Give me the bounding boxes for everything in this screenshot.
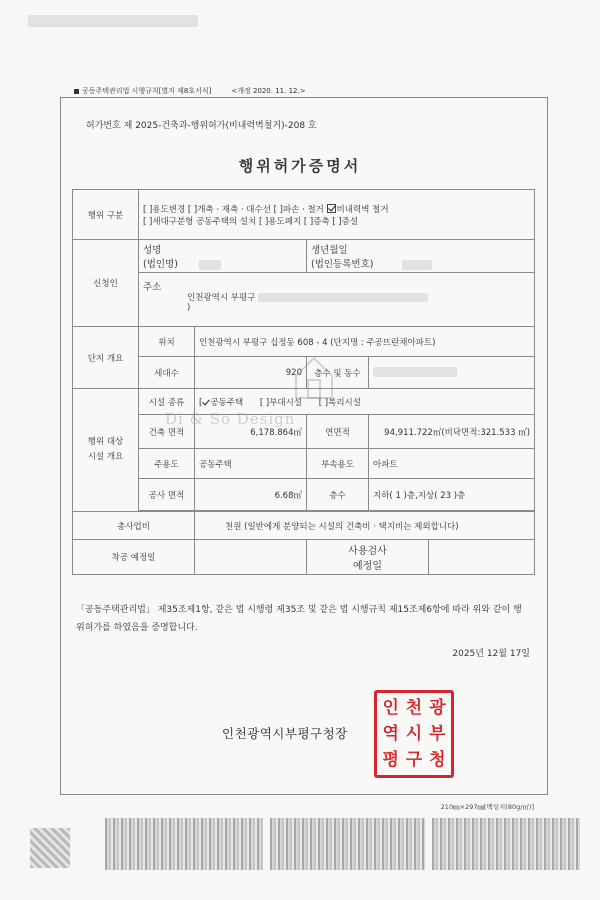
total-floor-area-value: 94,911.722㎡(비닥면적:321.533 ㎡) [369,415,535,449]
floor-unit-label: 층수 및 동수 [307,357,369,389]
issue-date: 2025년 12월 17일 [452,649,530,659]
facility-type-options: [ 공동주택 [ ]부대시설 [ ]복리시설 [195,389,535,415]
checked-box-icon [202,399,209,406]
row-cost [73,512,535,540]
watermark-text: Di & So Design [165,410,296,428]
row-use [73,449,535,479]
document-title: 행위허가증명서 [238,157,362,175]
certification-statement: 「공동주택관리법」 제35조제1항, 같은 법 시행령 제35조 및 같은 법 시행규칙 제15조제6항에 따라 위와 같이 행위허가를 하였음을 증명합니다. [76,605,522,633]
main-use-value: 공동주택 [195,449,307,479]
inspect-date-label: 사용검사 예정일 [307,540,429,575]
floors-label: 층수 [307,479,369,511]
paper-size-note: 210㎜×297㎜[백상지(80g/㎡)] [440,803,534,811]
cost-label: 총사업비 [73,512,195,540]
row-applicant-address [73,273,535,327]
building-area-label: 건축 면적 [139,415,195,449]
inspect-date-value [429,540,535,575]
cost-value: 천원 (일반에게 분양되는 시설의 건축비 · 택지비는 제외합니다) [195,512,535,540]
checked-box-icon [327,204,336,213]
redacted-qr-code [30,828,70,868]
redacted-barcode-1 [105,818,263,870]
floor-unit-value [369,357,535,389]
redacted-name [199,260,221,270]
act-type-label: 행위 구분 [73,190,139,240]
form-reference: 공동주택관리법 시행규칙[별지 제8호서식] <개정 2020. 11. 12.> [74,86,306,96]
households-value: 920 [195,357,307,389]
redacted-header [28,15,198,27]
applicant-name-cell: 성명 (법인명) [139,240,307,273]
start-date-label: 착공 예정일 [73,540,195,575]
row-building-area [73,415,535,449]
row-work-area [73,479,535,511]
redacted-barcode-3 [432,818,580,870]
work-area-value: 6.68㎡ [195,479,307,511]
facility-label: 행위 대상 시설 개요 [73,389,139,512]
redacted-address [258,293,428,302]
revision-note: <개정 2020. 11. 12.> [231,87,306,95]
act-type-options: [ ]용도변경 [ ]개축 · 재축 · 대수선 [ ]파손 · 철거 비내력벽 철거 [ ]세대구분형 공동주택의 설치 [ ]용도폐지 [ ]증축 [ ]증설 [139,190,535,240]
facility-type-label: 시설 종류 [139,389,195,415]
building-area-value: 6,178.864㎡ [195,415,307,449]
location-value: 인천광역시 부평구 십정동 608 - 4 (단지명 : 주공뜨란채아파트) [195,327,535,357]
watermark-house-icon [292,352,336,402]
redacted-floor-unit [373,367,457,377]
main-use-label: 주용도 [139,449,195,479]
row-act-type [73,190,535,240]
location-label: 위치 [139,327,195,357]
applicant-label: 신청인 [73,240,139,327]
start-date-value [195,540,307,575]
sub-use-value: 아파트 [369,449,535,479]
applicant-birth-cell: 생년월일 (법인등록번호) [307,240,535,273]
permit-number: 허가번호 제 2025-건축과-행위허가(비내력벽철거)-208 호 [86,121,317,131]
redacted-barcode-2 [270,818,425,870]
address-value: 인천광역시 부평구 [187,293,256,303]
row-schedule [73,540,535,575]
total-floor-area-label: 연면적 [307,415,369,449]
complex-label: 단지 개요 [73,327,139,389]
applicant-address-cell: 주소 인천광역시 부평구 ) [139,273,535,327]
redacted-birth [402,260,432,270]
households-label: 세대수 [139,357,195,389]
row-applicant-name [73,240,535,273]
official-seal-stamp: 인 천 광 역 시 부 평 구 청 [374,690,454,778]
square-bullet-icon [74,89,79,94]
issuer-name: 인천광역시부평구청장 [222,726,348,741]
sub-use-label: 부속용도 [307,449,369,479]
floors-value: 지하( 1 )층,지상( 23 )층 [369,479,535,511]
work-area-label: 공사 면적 [139,479,195,511]
